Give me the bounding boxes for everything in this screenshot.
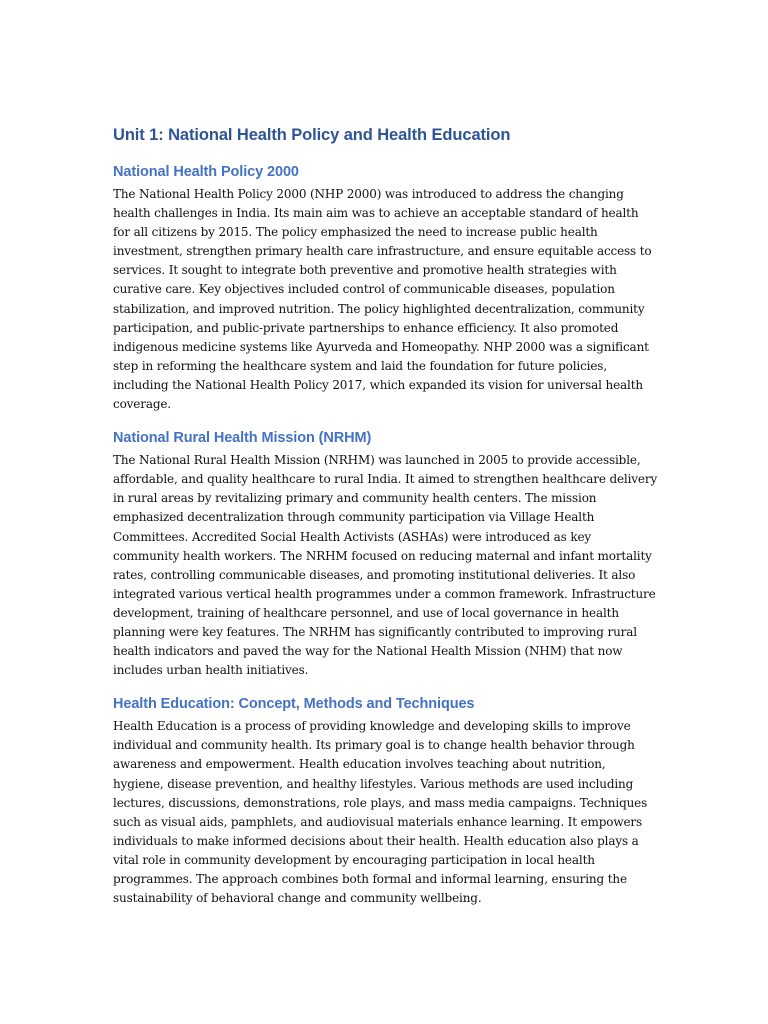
section-body: The National Health Policy 2000 (NHP 2000) was introduced to address the changing health challenges in India. Its main aim was to achieve an acceptable standard of health for all citizens by 2015. The policy emphasized the need to increase public health investment, strengthen primary health care infrastructure, and ensure equitable access to services. It sought to integrate both preventive and promotive health strategies with curative care. Key objectives included control of communicable diseases, population stabilization, and improved nutrition. The policy highlighted decentralization, community participation, and public-private partnerships to enhance efficiency. It also promoted indigenous medicine systems like Ayurveda and Homeopathy. NHP 2000 was a significant step in reforming the healthcare system and laid the foundation for future policies, including the National Health Policy 2017, which expanded its vision for universal health coverage.	[113, 187, 652, 412]
unit-title: Unit 1: National Health Policy and Health Education	[113, 126, 511, 144]
document-page	[113, 124, 658, 922]
section-heading: Health Education: Concept, Methods and Techniques	[113, 696, 475, 713]
section-heading: National Rural Health Mission (NRHM)	[113, 430, 372, 447]
section-body: Health Education is a process of providing knowledge and developing skills to improve individual and community health. Its primary goal is to change health behavior through awareness and empowerment. Health education involves teaching about nutrition, hygiene, disease prevention, and healthy lifestyles. Various methods are used including lectures, discussions, demonstrations, role plays, and mass media campaigns. Techniques such as visual aids, pamphlets, and audiovisual materials enhance learning. It empowers individuals to make informed decisions about their health. Health education also plays a vital role in community development by encouraging participation in local health programmes. The approach combines both formal and informal learning, ensuring the sustainability of behavioral change and community wellbeing.	[113, 719, 648, 906]
section-body: The National Rural Health Mission (NRHM) was launched in 2005 to provide accessible, affordable, and quality healthcare to rural India. It aimed to strengthen healthcare delivery in rural areas by revitalizing primary and community health centers. The mission emphasized decentralization through community participation via Village Health Committees. Accredited Social Health Activists (ASHAs) were introduced as key community health workers. The NRHM focused on reducing maternal and infant mortality rates, controlling communicable diseases, and promoting institutional deliveries. It also integrated various vertical health programmes under a common framework. Infrastructure development, training of healthcare personnel, and use of local governance in health planning were key features. The NRHM has significantly contributed to improving rural health indicators and paved the way for the National Health Mission (NHM) that now includes urban health initiatives.	[113, 453, 658, 678]
section-heading: National Health Policy 2000	[113, 164, 299, 180]
section-health-education	[113, 694, 658, 908]
section-national-health-policy	[113, 162, 658, 414]
section-nrhm	[113, 428, 658, 680]
